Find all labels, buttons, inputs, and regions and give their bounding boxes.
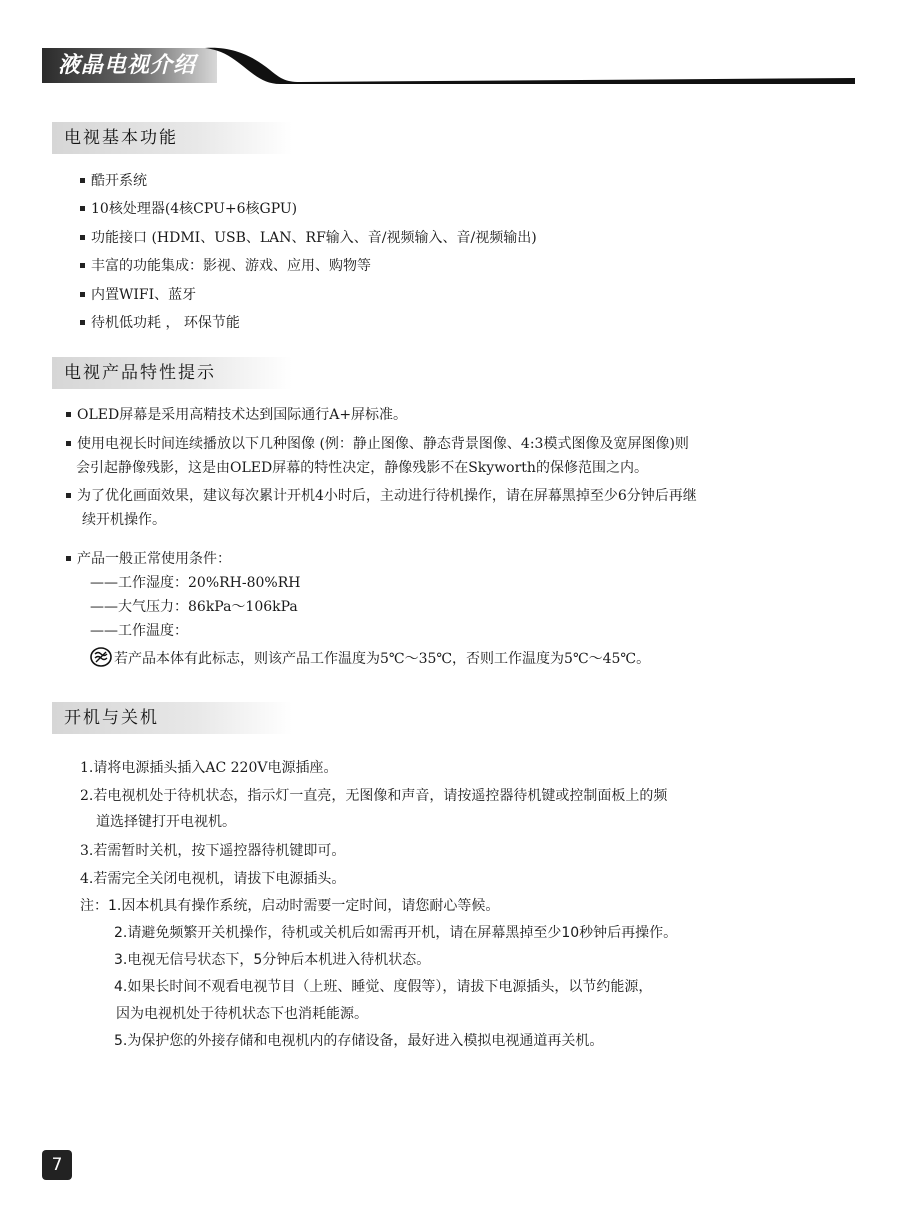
section-title-power: 开机与关机 bbox=[64, 708, 159, 728]
power-step-4: 4.若需完全关闭电视机，请拔下电源插头。 bbox=[80, 871, 346, 887]
page-title: 液晶电视介绍 bbox=[58, 53, 197, 78]
eco-mark-icon bbox=[90, 647, 112, 667]
list-item: 待机低功耗 ， 环保节能 bbox=[80, 313, 240, 333]
note-1: 注：1.因本机具有操作系统，启动时需要一定时间，请您耐心等候。 bbox=[80, 898, 500, 914]
condition-temperature: ——工作温度： bbox=[90, 623, 188, 639]
section-title-basic-functions: 电视基本功能 bbox=[64, 128, 178, 148]
power-step-1: 1.请将电源插头插入AC 220V电源插座。 bbox=[80, 760, 338, 776]
power-step-2-cont: 道选择键打开电视机。 bbox=[96, 814, 236, 830]
note-3: 3.电视无信号状态下，5分钟后本机进入待机状态。 bbox=[114, 952, 431, 968]
condition-temperature-note bbox=[90, 649, 650, 669]
list-item: 功能接口 (HDMI、USB、LAN、RF输入、音/视频输入、音/视频输出) bbox=[80, 228, 537, 248]
power-step-2: 2.若电视机处于待机状态，指示灯一直亮，无图像和声音，请按遥控器待机键或控制面板上的频 bbox=[80, 788, 668, 804]
feature-note-image-retention: 使用电视长时间连续播放以下几种图像 (例：静止图像、静态背景图像、4:3模式图像及宽屏图像)则 bbox=[66, 434, 689, 454]
power-step-3: 3.若需暂时关机，按下遥控器待机键即可。 bbox=[80, 843, 346, 859]
condition-humidity: ——工作湿度：20%RH-80%RH bbox=[90, 575, 301, 591]
conditions-title: 产品一般正常使用条件： bbox=[66, 549, 231, 569]
note-5: 5.为保护您的外接存储和电视机内的存储设备，最好进入模拟电视通道再关机。 bbox=[114, 1033, 604, 1049]
temperature-note-text: 若产品本体有此标志，则该产品工作温度为5℃～35℃，否则工作温度为5℃～45℃。 bbox=[114, 651, 651, 667]
page-number: 7 bbox=[42, 1150, 72, 1180]
condition-pressure: ——大气压力：86kPa～106kPa bbox=[90, 599, 298, 615]
list-item: 丰富的功能集成：影视、游戏、应用、购物等 bbox=[80, 256, 371, 276]
list-item: 酷开系统 bbox=[80, 171, 147, 191]
note-4-cont: 因为电视机处于待机状态下也消耗能源。 bbox=[116, 1006, 368, 1022]
note-2: 2.请避免频繁开关机操作，待机或关机后如需再开机，请在屏幕黑掉至少10秒钟后再操作。 bbox=[114, 925, 678, 941]
feature-note-standby: 为了优化画面效果，建议每次累计开机4小时后，主动进行待机操作，请在屏幕黑掉至少6分钟后再继 bbox=[66, 486, 697, 506]
feature-note-standby-cont: 续开机操作。 bbox=[82, 512, 166, 528]
feature-note-oled: OLED屏幕是采用高精技术达到国际通行A+屏标准。 bbox=[66, 405, 407, 425]
list-item: 10核处理器(4核CPU+6核GPU) bbox=[80, 199, 297, 219]
section-title-product-features: 电视产品特性提示 bbox=[64, 363, 216, 383]
feature-note-image-retention-cont: 会引起静像残影，这是由OLED屏幕的特性决定，静像残影不在Skyworth的保修范围之内。 bbox=[76, 460, 648, 476]
list-item: 内置WIFI、蓝牙 bbox=[80, 285, 196, 305]
note-4: 4.如果长时间不观看电视节目（上班、睡觉、度假等），请拔下电源插头，以节约能源， bbox=[114, 979, 653, 995]
